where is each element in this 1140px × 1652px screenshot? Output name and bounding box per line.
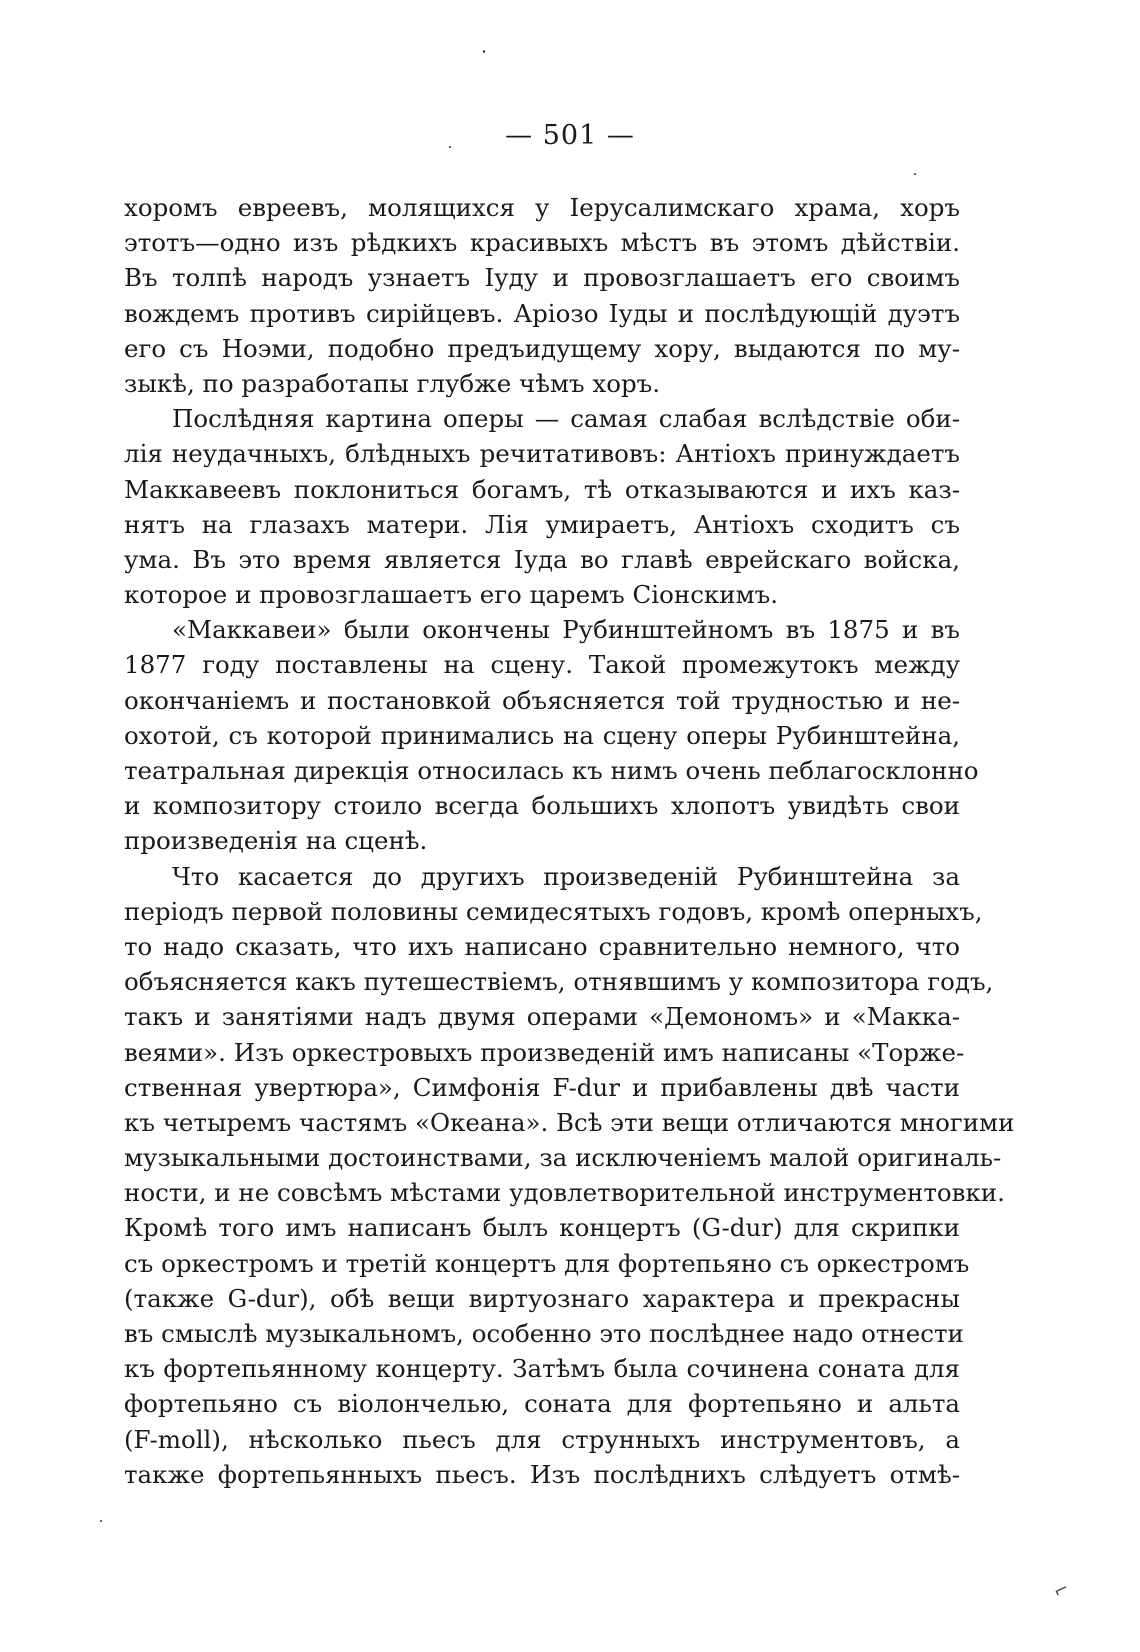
text-line: (также G-dur), обѣ вещи виртуознаго характера и прекрасны: [124, 1283, 960, 1313]
text-line: «Маккавеи» были окончены Рубинштейномъ въ 1875 и въ: [172, 615, 960, 645]
text-line: вождемъ противъ сирійцевъ. Аріозо Іуды и послѣдующій дуэтъ: [124, 298, 960, 328]
text-line: ума. Въ это время является Іуда во главѣ еврейскаго войска,: [124, 544, 960, 574]
text-line: охотой, съ которой принимались на сцену оперы Рубинштейна,: [124, 720, 960, 750]
text-line: которое и провозглашаетъ его царемъ Сіонскимъ.: [124, 580, 778, 610]
text-line: такъ и занятіями надъ двумя операми «Демономъ» и «Макка-: [124, 1002, 960, 1032]
text-line: ности, и не совсѣмъ мѣстами удовлетворительной инструментовки.: [124, 1178, 1005, 1208]
text-line: этотъ—одно изъ рѣдкихъ красивыхъ мѣстъ въ этомъ дѣйствіи.: [124, 228, 960, 258]
text-line: въ смыслѣ музыкальномъ, особенно это послѣднее надо отнести: [124, 1319, 964, 1348]
text-line: произведенія на сценѣ.: [124, 826, 428, 856]
text-line: нятъ на глазахъ матери. Лія умираетъ, Антіохъ сходитъ съ: [124, 509, 960, 539]
page-number: — 501 —: [505, 120, 635, 151]
text-line: фортепьяно съ віолончелью, соната для фортепьяно и альта: [124, 1389, 960, 1419]
text-line: ственная увертюра», Симфонія F-dur и прибавлены двѣ части: [124, 1072, 960, 1102]
text-line: Кромѣ того имъ написанъ былъ концертъ (G-dur) для скрипки: [124, 1213, 960, 1243]
text-line: (F-moll), нѣсколько пьесъ для струнныхъ инструментовъ, а: [124, 1424, 960, 1454]
text-line: 1877 году поставлены на сцену. Такой промежутокъ между: [124, 650, 960, 680]
scan-speck: [100, 1520, 102, 1522]
text-line: его съ Ноэми, подобно предъидущему хору, выдаются по му-: [124, 333, 960, 363]
text-line: хоромъ евреевъ, молящихся у Іерусалимскаго храма, хоръ: [124, 193, 960, 222]
text-line: періодъ первой половины семидесятыхъ годовъ, кромѣ оперныхъ,: [124, 896, 983, 926]
text-line: Въ толпѣ народъ узнаетъ Іуду и провозглашаетъ его своимъ: [124, 263, 960, 293]
text-line: музыкальными достоинствами, за исключеніемъ малой оригиналь-: [124, 1143, 1002, 1173]
text-line: зыкѣ, по разработапы глубже чѣмъ хоръ.: [124, 368, 661, 398]
text-line: къ фортепьянному концерту. Затѣмъ была сочинена соната для: [124, 1354, 960, 1384]
text-line: Послѣдняя картина оперы — самая слабая вслѣдствіе оби-: [172, 404, 960, 434]
text-line: Маккавеевъ поклониться богамъ, тѣ отказываются и ихъ каз-: [124, 474, 960, 504]
text-line: Что касается до другихъ произведеній Рубинштейна за: [172, 861, 960, 891]
text-line: то надо сказать, что ихъ написано сравнительно немного, что: [124, 931, 960, 961]
text-line: окончаніемъ и постановкой объясняется той трудностью и не-: [124, 685, 960, 715]
text-line: театральная дирекція относилась къ нимъ очень пеблагосклонно: [124, 756, 979, 785]
text-line: лія неудачныхъ, блѣдныхъ речитативовъ: Антіохъ принуждаетъ: [124, 439, 960, 469]
text-line: къ четыремъ частямъ «Океана». Всѣ эти вещи отличаются многими: [124, 1107, 1015, 1137]
text-line: также фортепьянныхъ пьесъ. Изъ послѣднихъ слѣдуетъ отмѣ-: [124, 1459, 960, 1489]
text-line: съ оркестромъ и третій концертъ для фортепьяно съ оркестромъ: [124, 1248, 970, 1278]
text-line: и композитору стоило всегда большихъ хлопотъ увидѣть свои: [124, 791, 960, 821]
text-line: объясняется какъ путешествіемъ, отнявшимъ у композитора годъ,: [124, 967, 994, 997]
scan-speck: [483, 50, 485, 53]
scan-speck: [914, 173, 916, 175]
body-text: [124, 190, 1015, 1492]
scan-speck: [449, 146, 451, 148]
scan-mark: ⌐: [1050, 1577, 1073, 1604]
text-line: веями». Изъ оркестровыхъ произведеній имъ написаны «Торже-: [124, 1037, 965, 1067]
